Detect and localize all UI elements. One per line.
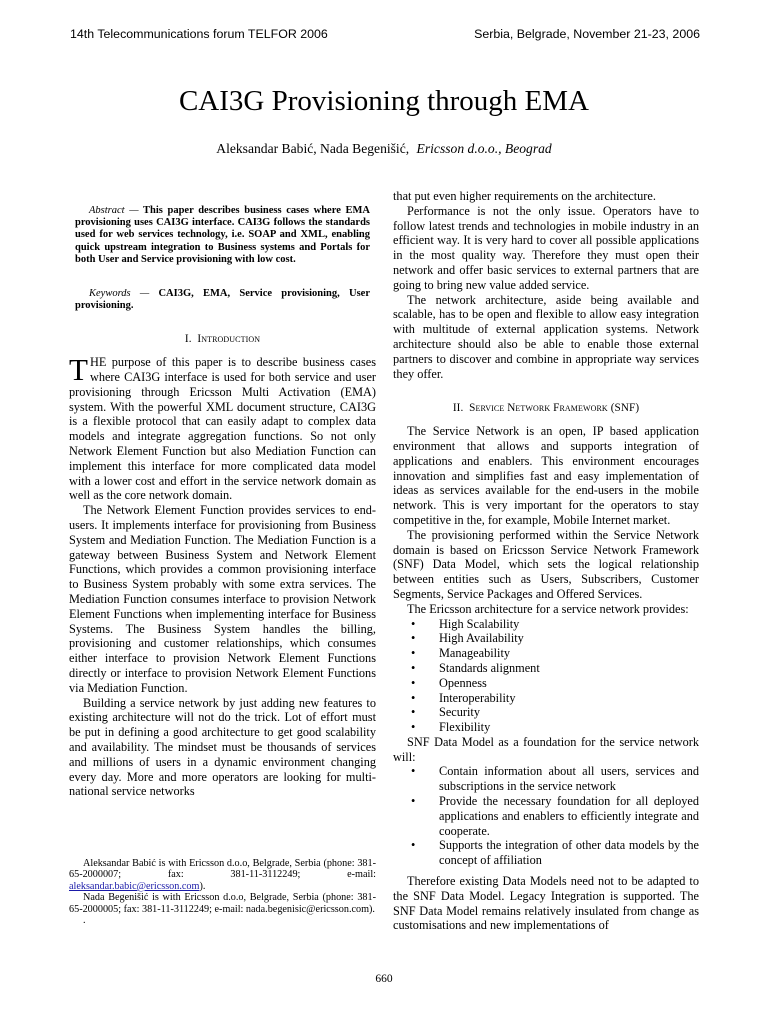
intro-paragraph-text: HE purpose of this paper is to describe business cases where CAI3G interface is used for both service and user provisioning through Ericsson Multi Activation (EMA) system. With the powerful XML document structure, CAI3G is a flexible protocol that can easily adapt to complex data models and integrate aggregation functions. So not only Network Element Function but also Mediation Function can implement this interface for more complicated data model with a lower cost and effort in the service network domain as well as the core network domain. (69, 355, 376, 503)
author-line (0, 141, 768, 157)
abstract-text: This paper describes business cases where EMA provisioning uses CAI3G interface. CAI3G follows the standards used for web services technology, i.e. SOAP and XML, enabling quick upstream integration to Business systems and Portals for both User and Service provisioning with low cost. (75, 205, 370, 265)
intro-paragraph: Performance is not the only issue. Operators have to follow latest trends and technologies in mobile industry in an efficient way. It is very hard to cover all possible applications in the most quality way. Therefore they must open their network and offer basic services to external partners that are going to bring new value added service. (393, 203, 699, 292)
page-number: 660 (375, 973, 393, 985)
drop-cap: T (69, 352, 88, 388)
list-item: • Supports the integration of other data models by the concept of affiliation (393, 838, 699, 868)
footnote-author-1 (69, 858, 376, 892)
list-item: • Security (393, 705, 699, 720)
list-item: • Standards alignment (393, 661, 699, 676)
list-item: • Contain information about all users, services and subscriptions in the service network (393, 764, 699, 794)
running-header-right: Serbia, Belgrade, November 21-23, 2006 (474, 27, 700, 41)
intro-paragraph (69, 352, 376, 503)
keywords-label: Keywords — (89, 288, 150, 300)
list-item: • Interoperability (393, 691, 699, 706)
running-header-left: 14th Telecommunications forum TELFOR 2006 (70, 27, 328, 41)
section-heading-introduction (69, 332, 376, 347)
snf-paragraph: The Service Network is an open, IP based application environment that allows and supports integration of applications and enablers. This environment encourages innovation and simplifies fast and easy implementation of ideas as services available for the end-users in the mobile network. This is very important for the operators to stay competitive in the, for example, Mobile Internet market. (393, 424, 699, 527)
list-item: • Openness (393, 676, 699, 691)
list-item: • Flexibility (393, 720, 699, 735)
abstract (75, 205, 370, 266)
intro-paragraph: The Network Element Function provides services to end-users. It implements interface for provisioning from Business System and Mediation Function. The Mediation Function is a gateway between Business System and Network Element Functions, which provides a common provisioning interface to Business System probably with some extra services. The Mediation Function consumes interface to provision Network Element Functions when implementing interface for Business Systems. The Business System handles the billing, provisioning and customer relationships, which consumes either interface to provision Network Element Functions directly or interface to provision Network Element Functions via Mediation Function. (69, 503, 376, 695)
list-item: • High Availability (393, 631, 699, 646)
left-column (69, 205, 376, 799)
footnotes (69, 858, 376, 926)
list-item: • High Scalability (393, 617, 699, 632)
snf-paragraph: The provisioning performed within the Service Network domain is based on Ericsson Service Network Framework (SNF) Data Model, which sets the logical relationship between entities such as Users, Subscribers, Customer Segments, Service Packages and Offered Services. (393, 527, 699, 601)
author-names: Aleksandar Babić, Nada Begenišić, (216, 141, 410, 156)
snf-goals-list (393, 764, 699, 868)
feature-list (393, 617, 699, 735)
snf-paragraph: Therefore existing Data Models need not to be adapted to the SNF Data Model. Legacy Integration is supported. The SNF Data Model remains relatively insulated from change as customisations and new implementations of (393, 874, 699, 933)
footnote-author-2: Nada Begenišić is with Ericsson d.o.o, Belgrade, Serbia (phone: 381-65-2000005; fax: 381-11-3112249; e-mail: nada.begenisic@ericsson.com). (69, 892, 376, 915)
section-heading-snf (393, 401, 699, 416)
list-item: • Manageability (393, 646, 699, 661)
keywords-text: CAI3G, EMA, Service provisioning, User provisioning. (75, 288, 370, 312)
section-title: Service Network Framework (SNF) (469, 402, 640, 415)
snf-paragraph: The Ericsson architecture for a service network provides: (407, 601, 689, 616)
intro-paragraph: that put even higher requirements on the architecture. (393, 189, 656, 203)
list-item: • Provide the necessary foundation for all deployed applications and enablers to efficiently integrate and cooperate. (393, 794, 699, 838)
email-link[interactable]: aleksandar.babic@ericsson.com (69, 880, 200, 892)
author-affiliation: Ericsson d.o.o., Beograd (416, 141, 552, 156)
section-number: II. (452, 402, 464, 415)
keywords (75, 288, 370, 312)
footnote-text: Aleksandar Babić is with Ericsson d.o.o, Belgrade, Serbia (phone: 381-65-2000007; fax: 381-11-3112249; e-mail: (69, 858, 376, 881)
abstract-label: Abstract — (89, 205, 139, 216)
right-column (393, 189, 699, 933)
footnote-trailer: . (83, 915, 86, 927)
paper-title: CAI3G Provisioning through EMA (178, 85, 590, 117)
intro-paragraph: The network architecture, aside being available and scalable, has to be open and flexible to allow easy integration with multitude of external application systems. Network architecture should also be able to enable those external partners to discover and combine in appropriate way services they offer. (393, 292, 699, 381)
section-title: Introduction (197, 333, 261, 346)
footnote-text-end: ). (199, 880, 206, 892)
intro-paragraph: Building a service network by just adding new features to existing architecture will not do the trick. Lot of effort must be put in defining a good architecture to get good scalability and availability. The mindset must be thousands of services and millions of users in a dynamic environment changing every day. More and more operators are looking for multi-national service networks (69, 695, 376, 799)
snf-paragraph: SNF Data Model as a foundation for the service network will: (393, 734, 699, 764)
section-number: I. (184, 333, 192, 346)
